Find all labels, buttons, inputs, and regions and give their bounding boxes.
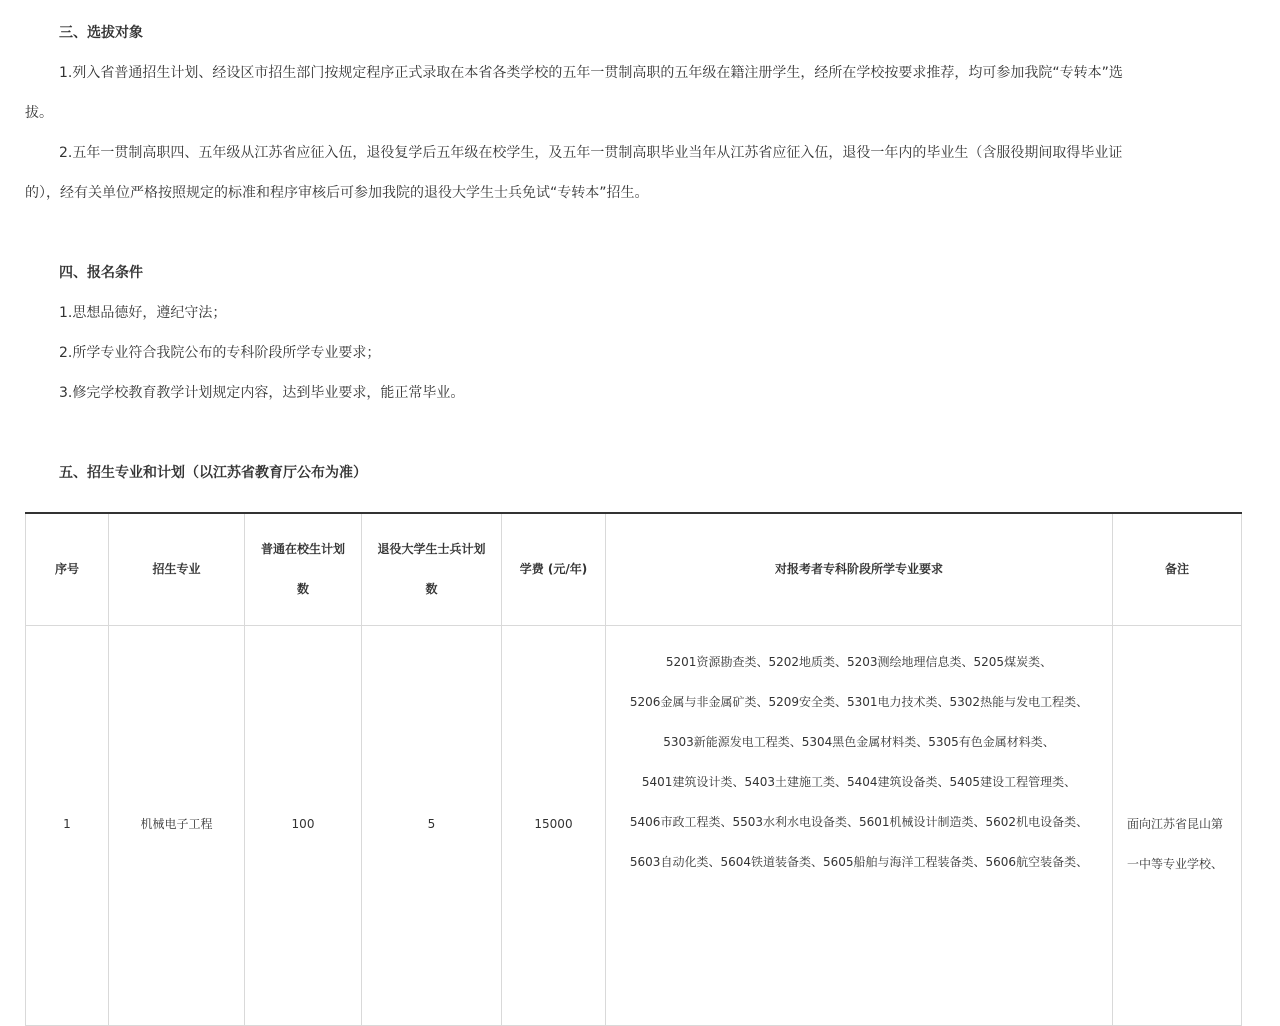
- requirement-line: 5406市政工程类、5503水利水电设备类、5601机械设计制造类、5602机电设备类、: [629, 814, 1089, 829]
- requirement-line: 5401建筑设计类、5403土建施工类、5404建筑设备类、5405建设工程管理类、: [641, 774, 1077, 789]
- note-text: [1127, 626, 1235, 884]
- header-note: 备注: [1113, 513, 1242, 625]
- header-veteran-plan: [362, 513, 502, 625]
- header-seq: 序号: [26, 513, 109, 625]
- header-veteran-plan-line-1: 退役大学生士兵计划: [377, 542, 486, 557]
- section-5-title: 五、招生专业和计划（以江苏省教育厅公布为准）: [59, 465, 367, 481]
- header-requirements: 对报考者专科阶段所学专业要求: [606, 513, 1113, 625]
- section-3-paragraph-1-line-1: 1.列入省普通招生计划、经设区市招生部门按规定程序正式录取在本省各类学校的五年一贯制高职的五年级在籍注册学生，经所在学校按要求推荐，均可参加我院“专转本”选: [59, 65, 1123, 81]
- requirement-line: 5603自动化类、5604铁道装备类、5605船舶与海洋工程装备类、5606航空装备类、: [629, 854, 1089, 869]
- cell-major-value: 机械电子工程: [140, 816, 213, 831]
- cell-veteran-plan: [362, 625, 502, 1025]
- section-3-paragraph-1-line-2: 拔。: [25, 105, 53, 121]
- cell-requirements: [606, 625, 1113, 1025]
- cell-regular-plan: [245, 625, 362, 1025]
- condition-item: 2.所学专业符合我院公布的专科阶段所学专业要求；: [59, 345, 381, 361]
- cell-seq: [26, 625, 109, 1025]
- cell-seq-value: 1: [63, 816, 71, 831]
- header-regular-plan-line-2: 数: [296, 582, 309, 597]
- requirement-line: 5206金属与非金属矿类、5209安全类、5301电力技术类、5302热能与发电工程类、: [629, 694, 1089, 709]
- cell-tuition-value: 15000: [534, 816, 573, 831]
- section-3-paragraph-2-line-1: 2.五年一贯制高职四、五年级从江苏省应征入伍，退役复学后五年级在校学生，及五年一贯制高职毕业当年从江苏省应征入伍，退役一年内的毕业生（含服役期间取得毕业证: [59, 145, 1123, 161]
- enrollment-plan-table: [25, 512, 1242, 1026]
- condition-item: 3.修完学校教育教学计划规定内容，达到毕业要求，能正常毕业。: [59, 385, 465, 401]
- header-regular-plan-line-1: 普通在校生计划: [260, 542, 345, 557]
- header-major: 招生专业: [109, 513, 245, 625]
- header-veteran-plan-line-2: 数: [425, 582, 438, 597]
- cell-major: [109, 625, 245, 1025]
- cell-note: [1113, 625, 1242, 1025]
- table-row: [26, 625, 1242, 1025]
- cell-regular-plan-value: 100: [291, 816, 315, 831]
- note-line: 面向江苏省昆山第: [1127, 816, 1224, 831]
- requirements-list: [612, 626, 1106, 882]
- cell-tuition: [502, 625, 606, 1025]
- requirement-line: 5303新能源发电工程类、5304黑色金属材料类、5305有色金属材料类、: [663, 734, 1055, 749]
- header-regular-plan: [245, 513, 362, 625]
- section-3-paragraph-2-line-2: 的），经有关单位严格按照规定的标准和程序审核后可参加我院的退役大学生士兵免试“专转本”招生。: [25, 185, 649, 201]
- header-tuition: 学费 (元/年): [502, 513, 606, 625]
- section-4-title: 四、报名条件: [59, 265, 143, 281]
- table-header-row: [26, 513, 1242, 625]
- condition-item: 1.思想品德好，遵纪守法；: [59, 305, 227, 321]
- note-line: 一中等专业学校、: [1127, 856, 1224, 871]
- requirement-line: 5201资源勘查类、5202地质类、5203测绘地理信息类、5205煤炭类、: [665, 654, 1053, 669]
- section-3-title: 三、选拔对象: [59, 25, 143, 41]
- cell-veteran-plan-value: 5: [427, 816, 436, 831]
